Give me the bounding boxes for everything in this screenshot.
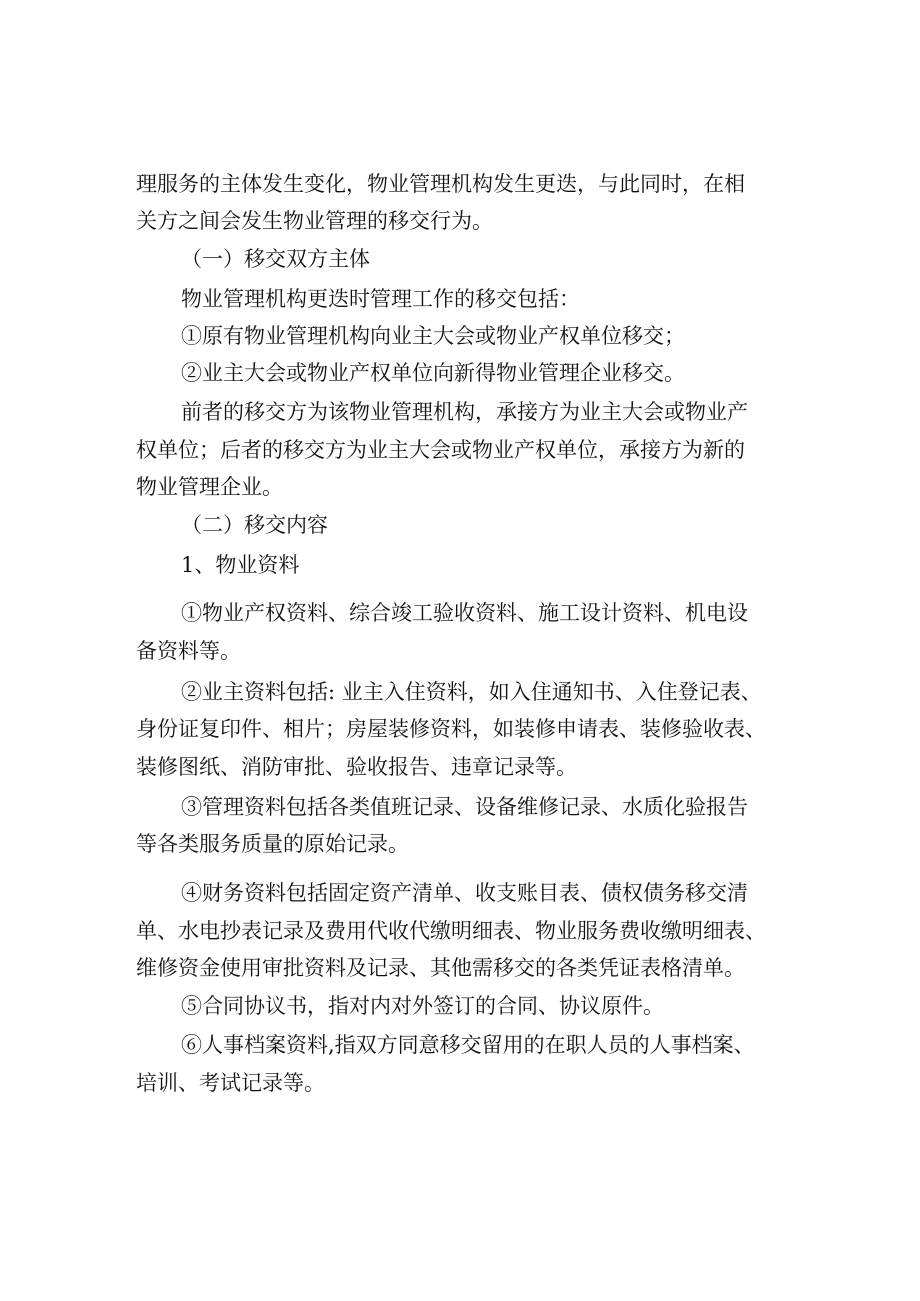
text-line: 培训、考试记录等。 xyxy=(136,1071,325,1095)
section-heading: （二）移交内容 xyxy=(181,513,328,537)
text-line: 等各类服务质量的原始记录。 xyxy=(136,832,409,856)
text-line: 理服务的主体发生变化，物业管理机构发生更迭，与此同时，在相 xyxy=(136,172,745,196)
section-heading: （一）移交双方主体 xyxy=(181,247,370,271)
text-line: 物业管理机构更迭时管理工作的移交包括： xyxy=(181,287,580,311)
text-line: ①物业产权资料、综合竣工验收资料、施工设计资料、机电设 xyxy=(181,601,748,625)
text-line: ②业主大会或物业产权单位向新得物业管理企业移交。 xyxy=(181,361,685,385)
text-line: ⑤合同协议书，指对内对外签订的合同、协议原件。 xyxy=(181,994,664,1018)
text-line: ⑥人事档案资料,指双方同意移交留用的在职人员的人事档案、 xyxy=(181,1033,755,1057)
text-line: 物业管理企业。 xyxy=(136,475,283,499)
text-line: ②业主资料包括: 业主入住资料，如入住通知书、入住登记表、 xyxy=(181,680,762,704)
text-line: ③管理资料包括各类值班记录、设备维修记录、水质化验报告 xyxy=(181,795,748,819)
text-line: ④财务资料包括固定资产清单、收支账目表、债权债务移交清 xyxy=(181,881,748,905)
text-line: 关方之间会发生物业管理的移交行为。 xyxy=(136,209,493,233)
text-line: 单、水电抄表记录及费用代收代缴明细表、物业服务费收缴明细表、 xyxy=(136,919,766,943)
text-line: 装修图纸、消防审批、验收报告、违章记录等。 xyxy=(136,755,577,779)
text-line: 备资料等。 xyxy=(136,639,241,663)
text-line: 身份证复印件、相片；房屋装修资料，如装修申请表、装修验收表、 xyxy=(136,717,766,741)
text-line: ①原有物业管理机构向业主大会或物业产权单位移交； xyxy=(181,324,685,348)
text-line: 维修资金使用审批资料及记录、其他需移交的各类凭证表格清单。 xyxy=(136,956,745,980)
text-line: 权单位；后者的移交方为业主大会或物业产权单位，承接方为新的 xyxy=(136,438,745,462)
text-line: 前者的移交方为该物业管理机构，承接方为业主大会或物业产 xyxy=(181,400,748,424)
subsection-heading: 1、物业资料 xyxy=(181,553,300,577)
